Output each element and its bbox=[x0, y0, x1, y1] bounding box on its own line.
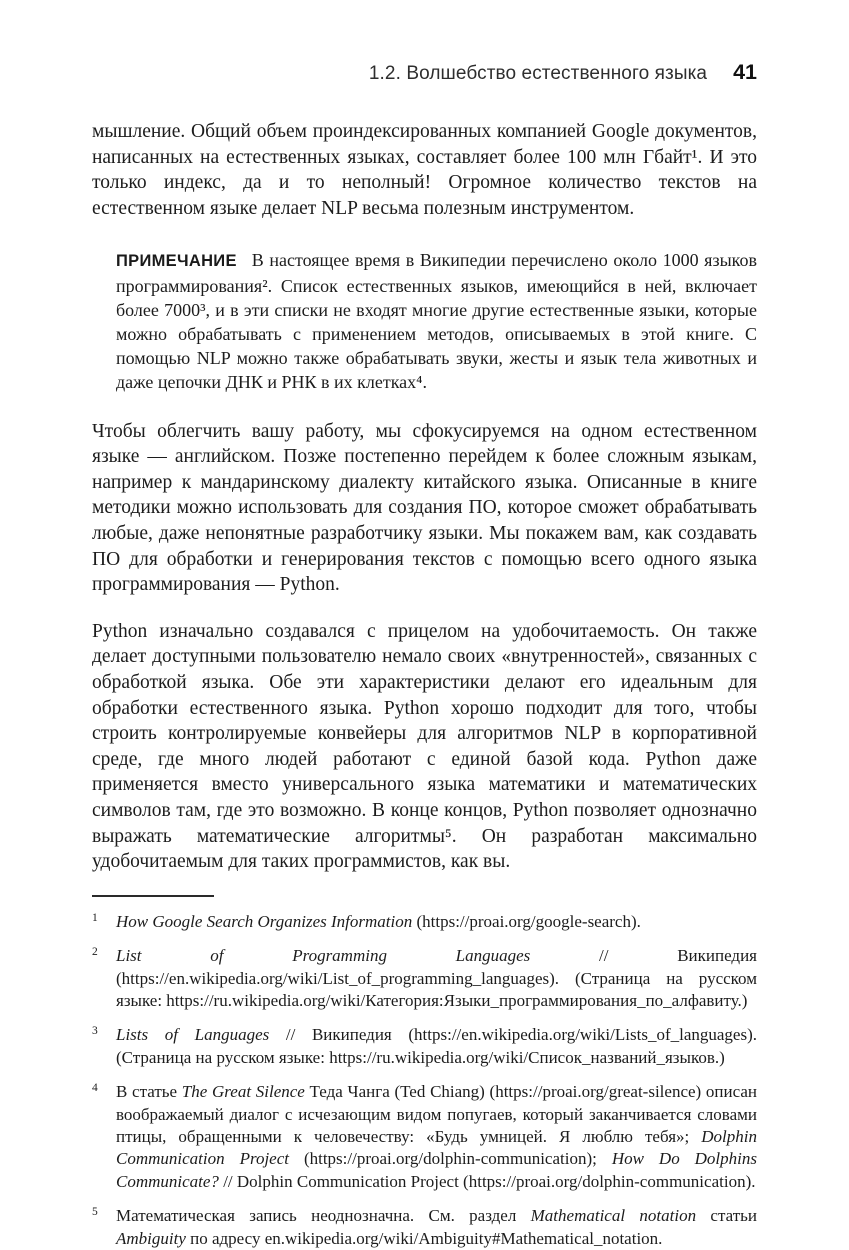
section-title: 1.2. Волшебство естественного языка bbox=[368, 63, 708, 84]
footnote-number: 3 bbox=[92, 1025, 98, 1038]
footnote-item bbox=[92, 941, 757, 1012]
footnote-text-segment: The Great Silence bbox=[181, 1082, 305, 1102]
footnote-text-segment: // Dolphin Communication Project (https://proai.org/dolphin-communication). bbox=[218, 1171, 756, 1191]
body-paragraph-2: Чтобы облегчить вашу работу, мы сфокусируемся на одном естественном языке — английском. Позже постепенно перейдем к более сложным языкам, например к мандаринскому диалекту китайского языка. Описанные в книге методики можно использовать для создания ПО, которое сможет обрабатывать любые, даже непонятные разработчику языки. Мы покажем вам, как создавать ПО для обработки и генерирования текстов с помощью всего одного языка программирования — Python. bbox=[92, 420, 757, 596]
footnote-number: 4 bbox=[92, 1082, 98, 1095]
footnote-text-segment: статьи bbox=[696, 1206, 757, 1226]
footnote-text-segment: (https://proai.org/dolphin-communication); bbox=[288, 1149, 612, 1169]
footnote-text-segment: Теда Чанга (Ted Chiang) (https://proai.org/great-silence) описан воображаемый диалог с исчезающим видом попугаев, который заканчивается словами птицы, обращенными к человечеству: «Будь умницей. Я люблю тебя»; bbox=[116, 1082, 757, 1146]
footnote-text-segment: How Do Dolphins Communicate? bbox=[116, 1149, 757, 1191]
note-text: В настоящее время в Википедии перечислено около 1000 языков программирования². Список естественных языков, имеющийся в ней, включает более 7000³, и в эти списки не входят многие другие естественные языки, которые можно обрабатывать с применением методов, описываемых в этой книге. С помощью NLP можно также обрабатывать звуки, жесты и язык тела животных и даже цепочки ДНК и РНК в их клетках⁴. bbox=[116, 250, 757, 393]
footnotes-section bbox=[92, 895, 757, 1250]
footnote-text-segment: Dolphin Communication Project bbox=[116, 1126, 757, 1169]
body-paragraph-3: Python изначально создавался с прицелом на удобочитаемость. Он также делает доступными пользователю немало своих «внутренностей», связанных с обработкой языка. Обе эти характеристики делают его идеальным для обработки естественного языка. Python хорошо подходит для того, чтобы строить контролируемые конвейеры для алгоритмов NLP в корпоративной среде, где много людей работают с единой базой кода. Python даже применяется вместо универсального языка математики и математических символов там, где это возможно. В конце концов, Python позволяет однозначно выражать математические алгоритмы⁵. Он разработан максимально удобочитаемым для таких программистов, как вы. bbox=[92, 620, 757, 873]
footnote-item bbox=[92, 1020, 757, 1069]
footnote-item bbox=[92, 907, 757, 933]
footnote-text-segment: Ambiguity bbox=[116, 1228, 186, 1248]
note-label: ПРИМЕЧАНИЕ bbox=[116, 252, 237, 271]
footnote-text-segment: List of Programming Languages bbox=[116, 946, 531, 966]
page-number: 41 bbox=[733, 60, 757, 84]
footnote-text-segment: В статье bbox=[116, 1082, 182, 1102]
footnote-item bbox=[92, 1077, 757, 1193]
footnote-text-segment: How Google Search Organizes Information bbox=[116, 911, 413, 931]
footnotes-list bbox=[92, 907, 757, 1250]
footnote-divider bbox=[92, 895, 214, 897]
footnote-text-segment: // Википедия (https://en.wikipedia.org/wiki/List_of_programming_languages). (Страница на русском языке: https://ru.wikipedia.org/wiki/Категория:Языки_программирования_по_алфавиту.) bbox=[116, 946, 757, 1010]
footnote-text-segment: Математическая запись неоднозначна. См. раздел bbox=[116, 1206, 531, 1226]
footnote-text-segment: по адресу en.wikipedia.org/wiki/Ambiguity#Mathematical_notation. bbox=[185, 1228, 663, 1248]
note-block bbox=[116, 248, 757, 394]
footnote-number: 1 bbox=[92, 911, 98, 924]
body-paragraph-1: мышление. Общий объем проиндексированных компанией Google документов, написанных на естественных языках, составляет более 100 млн Гбайт¹. И это только индекс, да и то неполный! Огромное количество текстов на естественном языке делает NLP весьма полезным инструментом. bbox=[92, 121, 757, 219]
footnote-text-segment: Lists of Languages bbox=[116, 1025, 270, 1045]
footnote-text-segment: Mathematical notation bbox=[530, 1206, 697, 1226]
footnote-number: 5 bbox=[92, 1206, 98, 1219]
footnote-text-segment: // Википедия (https://en.wikipedia.org/wiki/Lists_of_languages). (Страница на русском языке: https://ru.wikipedia.org/wiki/Список_названий_языков.) bbox=[116, 1025, 757, 1067]
running-head bbox=[92, 60, 757, 85]
footnote-item bbox=[92, 1201, 757, 1250]
footnote-text-segment: (https://proai.org/google-search). bbox=[412, 911, 641, 931]
footnote-number: 2 bbox=[92, 946, 98, 959]
